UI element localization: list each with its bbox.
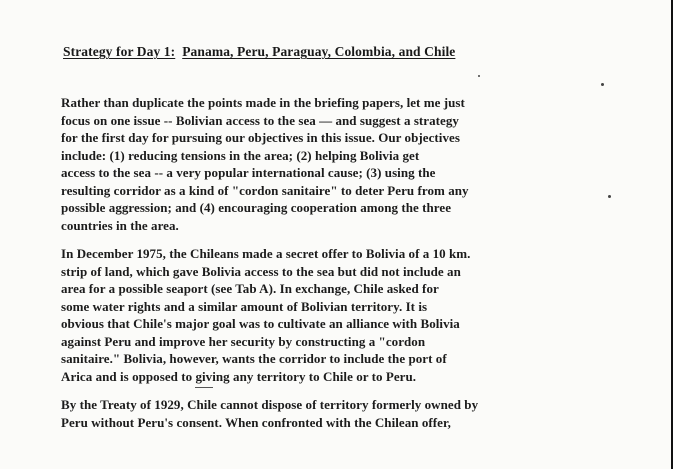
paragraph-line: resulting corridor as a kind of "cordon sanitaire" to deter Peru from any xyxy=(61,182,469,198)
paragraph-line: obvious that Chile's major goal was to cultivate an alliance with Bolivia xyxy=(61,316,460,331)
scan-speck xyxy=(478,75,480,77)
paragraph-line: countries in the area. xyxy=(61,217,179,233)
paragraph-line: In December 1975, the Chileans made a secret offer to Bolivia of a 10 km. xyxy=(61,246,471,261)
scan-mark xyxy=(195,387,213,388)
paragraph-treaty xyxy=(61,396,478,431)
paragraph-line: Peru without Peru's consent. When confronted with the Chilean offer, xyxy=(61,414,451,430)
paragraph-line: for the first day for pursuing our objectives in this issue. Our objectives xyxy=(61,130,460,145)
scan-speck xyxy=(608,195,611,198)
heading-countries: Panama, Peru, Paraguay, Colombia, and Chile xyxy=(182,44,456,59)
paragraph-line: include: (1) reducing tensions in the area; (2) helping Bolivia get xyxy=(61,147,420,163)
paragraph-line: By the Treaty of 1929, Chile cannot dispose of territory formerly owned by xyxy=(61,397,479,412)
paragraph-line: Arica and is opposed to giving any territory to Chile or to Peru. xyxy=(61,368,417,384)
paragraph-line: Rather than duplicate the points made in the briefing papers, let me just xyxy=(61,95,465,110)
paragraph-line: sanitaire." Bolivia, however, wants the corridor to include the port of xyxy=(61,351,447,366)
section-heading xyxy=(63,44,455,60)
scan-speck xyxy=(601,83,604,86)
paragraph-chilean-offer xyxy=(61,245,470,385)
paragraph-line: against Peru and improve her security by constructing a "cordon xyxy=(61,333,426,349)
paragraph-line: access to the sea -- a very popular international cause; (3) using the xyxy=(61,165,436,180)
heading-label: Strategy for Day 1: xyxy=(63,44,176,59)
paragraph-line: strip of land, which gave Bolivia access to the sea but did not include an xyxy=(61,263,461,279)
paragraph-objectives xyxy=(61,94,469,234)
paragraph-line: some water rights and a similar amount of Bolivian territory. It is xyxy=(61,298,428,314)
paragraph-line: area for a possible seaport (see Tab A). In exchange, Chile asked for xyxy=(61,281,439,296)
paragraph-line: focus on one issue -- Bolivian access to the sea — and suggest a strategy xyxy=(61,112,459,128)
paragraph-line: possible aggression; and (4) encouraging cooperation among the three xyxy=(61,200,452,215)
